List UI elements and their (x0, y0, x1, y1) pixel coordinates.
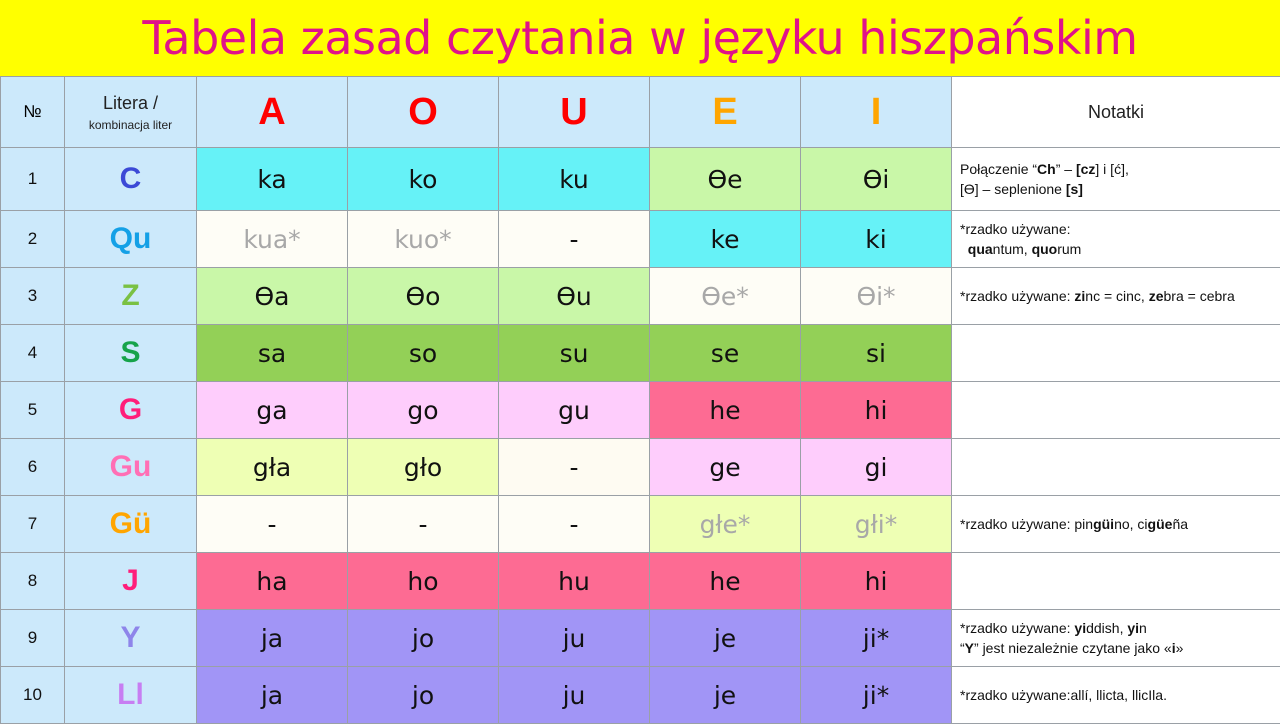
note-fragment: *rzadko używane:allí, llicta, llicIla. (960, 687, 1167, 703)
note-fragment: ” jest niezależnie czytane jako « (974, 640, 1172, 656)
syllable-cell-u: hu (499, 553, 650, 610)
note-fragment: *rzadko używane: (960, 620, 1074, 636)
table-row (1, 325, 1280, 382)
syllable-cell-o: jo (348, 610, 499, 667)
syllable-cell-o: ko (348, 148, 499, 211)
syllable-cell-a: kua* (197, 211, 348, 268)
table-row (1, 496, 1280, 553)
syllable-cell-o: Өo (348, 268, 499, 325)
note-fragment: *rzadko używane: (960, 288, 1074, 304)
syllable-cell-e: he (650, 553, 801, 610)
note-fragment: ze (1149, 288, 1164, 304)
header-letter-line1: Litera / (65, 93, 196, 114)
syllable-cell-e: je (650, 667, 801, 724)
row-notes (952, 382, 1280, 439)
note-fragment: » (1176, 640, 1184, 656)
syllable-cell-i: ji* (801, 610, 952, 667)
table-row (1, 148, 1280, 211)
header-vowel-o: O (348, 77, 499, 148)
row-notes (952, 496, 1280, 553)
table-row (1, 439, 1280, 496)
syllable-cell-o: jo (348, 667, 499, 724)
row-notes (952, 268, 1280, 325)
row-letter: Gü (65, 496, 197, 553)
note-fragment: güe (1148, 516, 1173, 532)
syllable-cell-i: głi* (801, 496, 952, 553)
page-title: Tabela zasad czytania w języku hiszpańskim (142, 11, 1137, 65)
syllable-cell-o: ho (348, 553, 499, 610)
note-fragment: qua (968, 241, 993, 257)
row-letter: G (65, 382, 197, 439)
syllable-cell-e: ke (650, 211, 801, 268)
note-fragment: rum (1057, 241, 1081, 257)
row-notes (952, 148, 1280, 211)
syllable-cell-i: hi (801, 382, 952, 439)
row-notes (952, 439, 1280, 496)
row-letter: Gu (65, 439, 197, 496)
syllable-cell-u: ju (499, 610, 650, 667)
note-fragment: ] i [ć], (1095, 161, 1128, 177)
header-row (1, 77, 1280, 148)
row-number: 5 (1, 382, 65, 439)
syllable-cell-e: je (650, 610, 801, 667)
header-number: № (1, 77, 65, 148)
note-fragment: yi (1127, 620, 1139, 636)
syllable-cell-a: sa (197, 325, 348, 382)
syllable-cell-e: głe* (650, 496, 801, 553)
row-number: 2 (1, 211, 65, 268)
row-number: 3 (1, 268, 65, 325)
note-fragment: [Ө] – seplenione (960, 181, 1066, 197)
syllable-cell-a: ga (197, 382, 348, 439)
header-vowel-i: I (801, 77, 952, 148)
reading-rules-table (0, 76, 1280, 724)
note-fragment: [s] (1066, 181, 1083, 197)
row-letter: S (65, 325, 197, 382)
syllable-cell-a: Өa (197, 268, 348, 325)
header-letter-line2: kombinacja liter (65, 118, 196, 132)
row-number: 6 (1, 439, 65, 496)
row-number: 8 (1, 553, 65, 610)
row-number: 9 (1, 610, 65, 667)
header-vowel-a: A (197, 77, 348, 148)
header-notes: Notatki (952, 77, 1280, 148)
row-letter: Y (65, 610, 197, 667)
syllable-cell-a: ha (197, 553, 348, 610)
note-fragment: “ (960, 640, 965, 656)
syllable-cell-a: - (197, 496, 348, 553)
row-number: 4 (1, 325, 65, 382)
syllable-cell-i: gi (801, 439, 952, 496)
syllable-cell-a: ka (197, 148, 348, 211)
syllable-cell-i: hi (801, 553, 952, 610)
syllable-cell-o: so (348, 325, 499, 382)
syllable-cell-u: - (499, 496, 650, 553)
note-fragment: i (1172, 640, 1176, 656)
note-fragment: ntum, (993, 241, 1032, 257)
syllable-cell-u: Өu (499, 268, 650, 325)
syllable-cell-o: gło (348, 439, 499, 496)
note-fragment: no, ci (1114, 516, 1147, 532)
row-letter: J (65, 553, 197, 610)
syllable-cell-o: go (348, 382, 499, 439)
row-notes (952, 553, 1280, 610)
title-bar (0, 0, 1280, 76)
syllable-cell-i: Өi (801, 148, 952, 211)
row-letter: Qu (65, 211, 197, 268)
header-vowel-u: U (499, 77, 650, 148)
note-fragment: ña (1172, 516, 1188, 532)
syllable-cell-i: si (801, 325, 952, 382)
row-letter: Z (65, 268, 197, 325)
row-letter: Ll (65, 667, 197, 724)
table-row (1, 553, 1280, 610)
header-vowel-e: E (650, 77, 801, 148)
syllable-cell-o: kuo* (348, 211, 499, 268)
note-fragment: güi (1093, 516, 1114, 532)
row-notes (952, 325, 1280, 382)
row-notes (952, 610, 1280, 667)
row-notes (952, 211, 1280, 268)
row-notes (952, 667, 1280, 724)
table-row (1, 610, 1280, 667)
note-fragment: Ch (1037, 161, 1056, 177)
syllable-cell-u: ju (499, 667, 650, 724)
note-fragment: Połączenie “ (960, 161, 1037, 177)
note-fragment: ” – (1056, 161, 1076, 177)
note-fragment: ddish, (1086, 620, 1127, 636)
syllable-cell-e: Өe (650, 148, 801, 211)
table-row (1, 667, 1280, 724)
note-fragment: *rzadko używane: pin (960, 516, 1093, 532)
syllable-cell-a: ja (197, 667, 348, 724)
syllable-cell-i: ki (801, 211, 952, 268)
row-number: 1 (1, 148, 65, 211)
syllable-cell-u: - (499, 439, 650, 496)
syllable-cell-e: Өe* (650, 268, 801, 325)
syllable-cell-u: gu (499, 382, 650, 439)
note-fragment: *rzadko używane: (960, 221, 1071, 237)
note-fragment: bra = cebra (1164, 288, 1235, 304)
syllable-cell-a: gła (197, 439, 348, 496)
note-fragment: yi (1074, 620, 1086, 636)
header-letter (65, 77, 197, 148)
row-number: 7 (1, 496, 65, 553)
syllable-cell-a: ja (197, 610, 348, 667)
note-fragment: zi (1074, 288, 1085, 304)
syllable-cell-o: - (348, 496, 499, 553)
row-number: 10 (1, 667, 65, 724)
syllable-cell-e: he (650, 382, 801, 439)
syllable-cell-u: su (499, 325, 650, 382)
note-fragment: [cz (1076, 161, 1095, 177)
syllable-cell-u: - (499, 211, 650, 268)
syllable-cell-e: ge (650, 439, 801, 496)
table-row (1, 382, 1280, 439)
table-row (1, 268, 1280, 325)
note-fragment: n (1139, 620, 1147, 636)
row-letter: C (65, 148, 197, 211)
note-fragment: nc = cinc, (1085, 288, 1148, 304)
note-fragment: quo (1032, 241, 1058, 257)
table-row (1, 211, 1280, 268)
syllable-cell-u: ku (499, 148, 650, 211)
syllable-cell-e: se (650, 325, 801, 382)
note-fragment (960, 241, 968, 257)
note-fragment: Y (965, 640, 974, 656)
syllable-cell-i: ji* (801, 667, 952, 724)
syllable-cell-i: Өi* (801, 268, 952, 325)
